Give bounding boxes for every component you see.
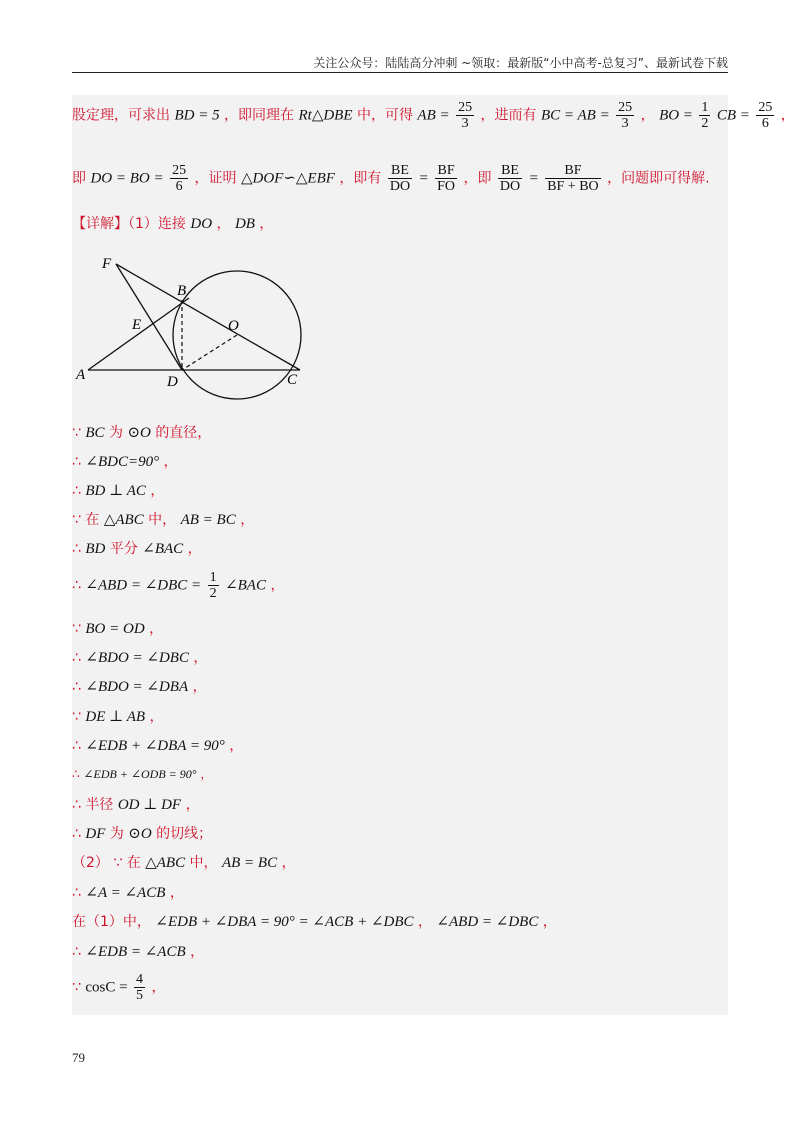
symbol: ∴	[72, 577, 81, 594]
text: ，进而有	[480, 107, 537, 124]
text: ，即	[463, 170, 492, 187]
math: =	[418, 170, 429, 187]
text: ，	[192, 679, 207, 695]
math: ∠BDO = ∠DBA	[85, 679, 189, 695]
math: cosC =	[85, 979, 128, 996]
line-12	[72, 676, 207, 696]
math: ∠BAC	[225, 577, 266, 594]
label-d: D	[167, 374, 178, 390]
line-11	[72, 647, 207, 667]
math: BD = 5	[174, 107, 220, 124]
math: BD ⊥ AC	[85, 483, 146, 499]
symbol: ∵	[113, 855, 123, 871]
label-f: F	[102, 256, 112, 272]
text: ，	[190, 944, 205, 960]
segment-fc	[116, 264, 300, 370]
text: ，	[149, 621, 164, 637]
math: ∠BDO = ∠DBC	[85, 650, 189, 666]
fraction: $\frac{BE}{DO}$	[389, 163, 411, 194]
math: BO =	[659, 107, 693, 124]
text: ，	[151, 979, 166, 996]
math: AB = BC	[221, 855, 278, 871]
fraction: $\frac{BF}{BF + BO}$	[547, 163, 599, 194]
page-header: 关注公众号：陆陆高分冲刺 ~领取：最新版“小中高考-总复习”、最新试卷下载	[313, 56, 728, 70]
text: ，	[149, 709, 164, 725]
label-a: A	[76, 367, 86, 383]
math: ∠ABD = ∠DBC	[436, 914, 539, 930]
text: ，	[193, 650, 208, 666]
segment-od	[182, 335, 237, 370]
line-17	[72, 823, 212, 843]
text: ，	[780, 107, 795, 124]
math: Rt△DBE	[298, 107, 353, 124]
text: 中，	[189, 855, 218, 871]
line-16	[72, 794, 200, 814]
part-label: （2）	[72, 855, 109, 871]
fraction: $\frac{25}{3}$	[458, 100, 473, 131]
math: ⊙O	[127, 425, 151, 441]
line-7	[72, 509, 254, 529]
line-19	[72, 882, 184, 902]
text: ，即有	[339, 170, 382, 187]
text: ，	[281, 855, 296, 871]
line-9	[72, 570, 284, 601]
text: ，	[640, 107, 655, 124]
math: △ABC	[145, 855, 186, 871]
symbol: ∵	[72, 709, 81, 725]
text: ，	[240, 512, 255, 528]
text: 的直径，	[155, 425, 212, 441]
symbol: ∵	[72, 425, 81, 441]
text: 在	[126, 855, 141, 871]
math: AB =	[417, 107, 450, 124]
text: ，	[169, 885, 184, 901]
symbol: ∴	[72, 650, 81, 666]
math: OD ⊥ DF	[117, 797, 182, 813]
text: ，	[417, 914, 432, 930]
line-21	[72, 941, 204, 961]
symbol: ∵	[72, 621, 81, 637]
text: ，	[187, 541, 202, 557]
fraction: $\frac{1}{2}$	[209, 570, 217, 601]
text: ，	[185, 797, 200, 813]
math: DO	[190, 216, 213, 232]
symbol: ∴	[72, 738, 81, 754]
symbol: ∴	[72, 797, 81, 813]
math: BD	[85, 541, 106, 557]
math: DO = BO =	[90, 170, 164, 187]
fraction: $\frac{25}{3}$	[618, 100, 633, 131]
fraction: $\frac{BE}{DO}$	[499, 163, 521, 194]
text: 即	[72, 170, 86, 187]
label-e: E	[132, 317, 142, 333]
line-10	[72, 618, 163, 638]
text: ，	[163, 454, 178, 470]
symbol: ∴	[72, 944, 81, 960]
text: 平分	[109, 541, 138, 557]
math: BC = AB =	[540, 107, 610, 124]
text: 为	[109, 826, 124, 842]
math: AB = BC	[180, 512, 236, 528]
math: ∠EDB + ∠ODB = 90°	[83, 767, 197, 781]
text: 在	[85, 512, 100, 528]
math: DB	[234, 216, 255, 232]
text: 股定理，可求出	[72, 107, 170, 124]
math: DF	[85, 826, 106, 842]
text: ，	[270, 577, 285, 594]
math: CB =	[716, 107, 750, 124]
header-rule	[72, 72, 728, 73]
text: ，	[229, 738, 244, 754]
math: ∠EDB = ∠ACB	[85, 944, 186, 960]
line-22	[72, 972, 166, 1003]
text: ，即同理在	[224, 107, 295, 124]
text: ，	[216, 216, 231, 232]
page-number: 79	[72, 1050, 85, 1065]
text: 在（1）中，	[72, 914, 151, 930]
text: ，	[542, 914, 557, 930]
line-3	[72, 213, 273, 233]
symbol: ∴	[72, 767, 80, 781]
math: ⊙O	[128, 826, 152, 842]
symbol: ∴	[72, 483, 81, 499]
segment-fd	[116, 264, 182, 370]
math: BO = OD	[85, 621, 145, 637]
math: △DOF∽△EBF	[240, 170, 335, 187]
geometry-diagram	[72, 250, 312, 400]
line-1	[72, 100, 795, 131]
symbol: ∴	[72, 454, 81, 470]
symbol: ∴	[72, 679, 81, 695]
line-4	[72, 422, 211, 442]
text: ，证明	[194, 170, 237, 187]
fraction: $\frac{25}{6}$	[758, 100, 773, 131]
math: ∠EDB + ∠DBA = 90° = ∠ACB + ∠DBC	[155, 914, 414, 930]
label-o: O	[228, 318, 239, 334]
text: ，	[200, 767, 213, 781]
symbol: ∴	[72, 826, 81, 842]
math: △ABC	[103, 512, 144, 528]
symbol: ∴	[72, 541, 81, 557]
text: 中，	[148, 512, 177, 528]
text: 半径	[85, 797, 114, 813]
text: 【详解】（1）连接	[72, 216, 186, 232]
line-18	[72, 852, 296, 872]
line-6	[72, 480, 164, 500]
text: 中，可得	[356, 107, 413, 124]
math: ∠EDB + ∠DBA = 90°	[85, 738, 225, 754]
text: ，	[150, 483, 165, 499]
label-b: B	[177, 283, 187, 299]
text: 的切线；	[156, 826, 213, 842]
text: ，	[259, 216, 274, 232]
text: ，问题即可得解.	[607, 170, 710, 187]
math: BC	[85, 425, 105, 441]
symbol: ∵	[72, 979, 81, 996]
fraction: $\frac{BF}{FO}$	[437, 163, 456, 194]
segment-ab	[88, 298, 189, 370]
line-14	[72, 735, 243, 755]
math: =	[528, 170, 539, 187]
line-20	[72, 911, 557, 931]
label-c: C	[287, 372, 298, 388]
math: ∠A = ∠ACB	[85, 885, 166, 901]
math: ∠ABD = ∠DBC =	[85, 577, 202, 594]
math: DE ⊥ AB	[85, 709, 146, 725]
line-2	[72, 163, 710, 194]
text: 为	[109, 425, 123, 441]
line-15	[72, 765, 212, 782]
fraction: $\frac{25}{6}$	[172, 163, 187, 194]
line-13	[72, 706, 163, 726]
symbol: ∴	[72, 885, 81, 901]
symbol: ∵	[72, 512, 81, 528]
fraction: $\frac{1}{2}$	[701, 100, 709, 131]
math: ∠BDC=90°	[85, 454, 160, 470]
line-5	[72, 451, 178, 471]
fraction: $\frac{4}{5}$	[136, 972, 144, 1003]
math: ∠BAC	[142, 541, 184, 557]
line-8	[72, 538, 202, 558]
